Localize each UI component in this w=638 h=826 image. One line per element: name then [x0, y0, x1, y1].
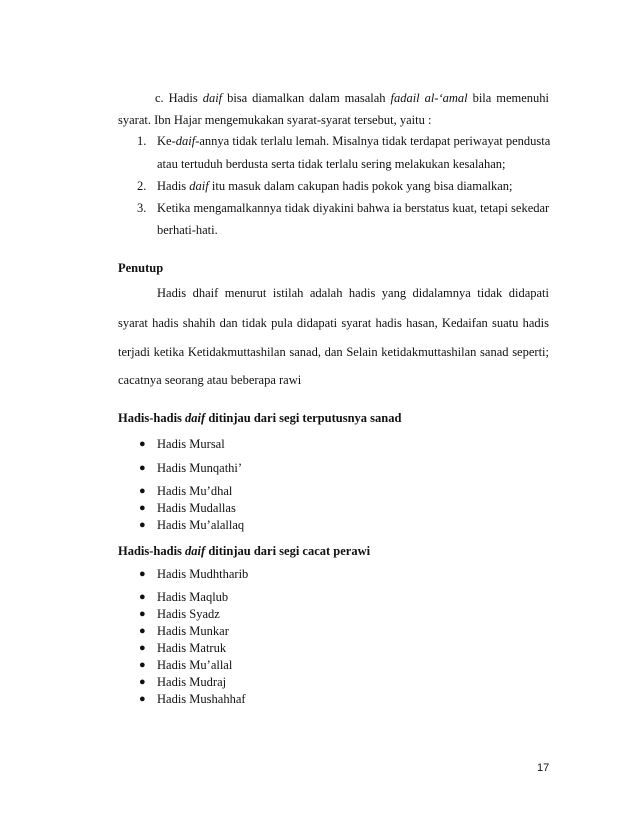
condition-3-line-2: berhati-hati.	[157, 223, 218, 237]
text-run: Hadis	[157, 179, 190, 193]
bullet-icon: ●	[139, 438, 146, 450]
penutup-line-2: syarat hadis shahih dan tidak pula didapati syarat hadis hasan, Kedaifan suatu hadis	[118, 316, 549, 330]
text-run: -annya tidak terlalu lemah. Misalnya tidak terdapat periwayat pendusta	[195, 134, 551, 148]
condition-3-line-1: Ketika mengamalkannya tidak diyakini bahwa ia berstatus kuat, tetapi sekedar	[157, 201, 550, 215]
penutup-line-4: cacatnya seorang atau beberapa rawi	[118, 373, 302, 387]
list-item: Hadis Syadz	[157, 607, 220, 621]
text-run: itu masuk dalam cakupan hadis pokok yang bisa diamalkan;	[208, 179, 513, 193]
italic-term: daif	[175, 134, 196, 148]
list-item: Hadis Mu’alallaq	[157, 518, 245, 532]
italic-term: daif	[185, 544, 206, 558]
list-item: Hadis Mudraj	[157, 675, 227, 689]
text-run: bisa diamalkan dalam masalah	[222, 91, 391, 105]
page-number: 17	[537, 762, 550, 774]
bullet-icon: ●	[139, 659, 146, 671]
condition-number: 1.	[137, 134, 147, 148]
penutup-line-3: terjadi ketika Ketidakmuttashilan sanad, dan Selain ketidakmuttashilan sanad seperti;	[118, 345, 549, 359]
list-item: Hadis Munkar	[157, 624, 229, 638]
italic-term: daif	[189, 179, 209, 193]
italic-term: daif	[185, 411, 206, 425]
list-item: Hadis Matruk	[157, 641, 227, 655]
list-item: Hadis Munqathi’	[157, 461, 243, 475]
bullet-icon: ●	[139, 625, 146, 637]
list-item: Hadis Mudhtharib	[157, 567, 249, 581]
condition-number: 2.	[137, 179, 147, 193]
text-run: Hadis-hadis	[118, 411, 186, 425]
bullet-icon: ●	[139, 485, 146, 497]
italic-term: daif	[202, 91, 223, 105]
italic-term: fadail al-‘amal	[390, 91, 468, 105]
bullet-icon: ●	[139, 608, 146, 620]
text-run: c. Hadis	[155, 91, 203, 105]
item-c-line-1	[155, 90, 549, 106]
bullet-icon: ●	[139, 642, 146, 654]
condition-1-line-1	[157, 133, 549, 149]
condition-number: 3.	[137, 201, 147, 215]
item-c-line-2: syarat. Ibn Hajar mengemukakan syarat-syarat tersebut, yaitu :	[118, 113, 432, 127]
list-item: Hadis Mu’dhal	[157, 484, 233, 498]
penutup-heading: Penutup	[118, 261, 164, 275]
list-item: Hadis Maqlub	[157, 590, 229, 604]
bullet-icon: ●	[139, 519, 146, 531]
bullet-icon: ●	[139, 568, 146, 580]
list-item: Hadis Mushahhaf	[157, 692, 246, 706]
condition-2-line-1	[157, 178, 513, 194]
list-item: Hadis Mudallas	[157, 501, 236, 515]
text-run: ditinjau dari segi cacat perawi	[205, 544, 371, 558]
section-sanad-heading	[118, 410, 401, 426]
text-run: ditinjau dari segi terputusnya sanad	[205, 411, 402, 425]
bullet-icon: ●	[139, 693, 146, 705]
list-item: Hadis Mu’allal	[157, 658, 233, 672]
bullet-icon: ●	[139, 502, 146, 514]
penutup-line-1: Hadis dhaif menurut istilah adalah hadis yang didalamnya tidak didapati	[157, 286, 549, 300]
section-perawi-heading	[118, 543, 370, 559]
text-run: Ke-	[157, 134, 176, 148]
text-run: bila memenuhi	[467, 91, 550, 105]
bullet-icon: ●	[139, 676, 146, 688]
text-run: Hadis-hadis	[118, 544, 186, 558]
bullet-icon: ●	[139, 462, 146, 474]
list-item: Hadis Mursal	[157, 437, 225, 451]
bullet-icon: ●	[139, 591, 146, 603]
condition-1-line-2: atau tertuduh berdusta serta tidak terlalu sering melakukan kesalahan;	[157, 157, 506, 171]
